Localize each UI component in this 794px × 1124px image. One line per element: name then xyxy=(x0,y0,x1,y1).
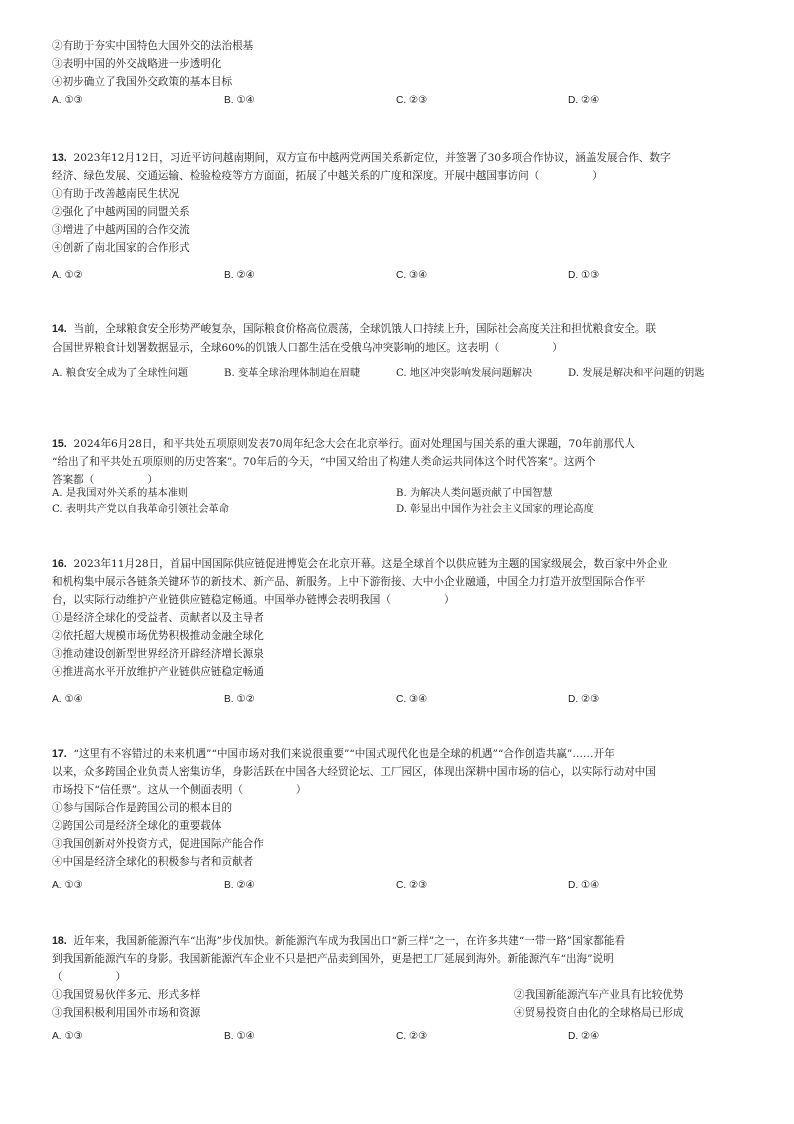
q14-number: 14. xyxy=(52,323,67,335)
q13-statement-4: ④创新了南北国家的合作形式 xyxy=(52,242,190,254)
q14-stem-line-2: 合国世界粮食计划署数据显示，全球60%的饥饿人口都生活在受俄乌冲突影响的地区。这表明（ ） xyxy=(52,342,563,354)
q13-number: 13. xyxy=(52,152,67,164)
q16-statement-4: ④推进高水平开放维护产业链供应链稳定畅通 xyxy=(52,666,264,678)
q17-stem-line-1: 17. “这里有不容错过的未来机遇”“中国市场对我们来说很重要”“中国式现代化也是全球的机遇”“合作创造共赢”……开年 xyxy=(52,748,615,760)
q18-number: 18. xyxy=(52,935,67,947)
q16-stem-line-3: 台，以实际行动维护产业链供应链稳定畅通。中国举办链博会表明我国（ ） xyxy=(52,594,455,606)
q14-option-a: A. 粮食安全成为了全球性问题 xyxy=(52,368,189,379)
q16-number: 16. xyxy=(52,558,67,570)
q18-option-c: C. ②③ xyxy=(396,1031,428,1042)
q-prev-option-a: A. ①③ xyxy=(52,95,83,106)
q17-stem-line-3: 市场投下“信任票”。这从一个侧面表明（ ） xyxy=(52,784,307,796)
q15-option-a: A. 是我国对外关系的基本准则 xyxy=(52,488,189,499)
q13-statement-2: ②强化了中越两国的同盟关系 xyxy=(52,206,190,218)
q16-statement-3: ③推动建设创新型世界经济开辟经济增长源泉 xyxy=(52,648,264,660)
q16-option-b: B. ①② xyxy=(224,694,255,705)
q17-number: 17. xyxy=(52,748,67,760)
q18-option-a: A. ①③ xyxy=(52,1031,83,1042)
q16-stem-line-1: 16. 2023年11月28日，首届中国国际供应链促进博览会在北京开幕。这是全球首个以供应链为主题的国家级展会，数百家中外企业 xyxy=(52,558,668,570)
q-prev-option-b: B. ①④ xyxy=(224,95,255,106)
q17-statement-1: ①参与国际合作是跨国公司的根本目的 xyxy=(52,802,233,814)
q16-option-d: D. ②③ xyxy=(568,694,600,705)
q13-option-b: B. ②④ xyxy=(224,270,255,281)
q15-option-c: C. 表明共产党以自我革命引领社会革命 xyxy=(52,504,229,515)
q16-stem-line-2: 和机构集中展示各链条关键环节的新技术、新产品、新服务。上中下游衔接、大中小企业融通，中国全力打造开放型国际合作平 xyxy=(52,576,646,588)
q17-option-b: B. ②④ xyxy=(224,880,255,891)
q13-statement-1: ①有助于改善越南民生状况 xyxy=(52,188,180,200)
q17-option-a: A. ①③ xyxy=(52,880,83,891)
q-prev-statement-3: ③表明中国的外交战略进一步透明化 xyxy=(52,58,222,70)
q15-stem-line-3: 答案都（ ） xyxy=(52,474,158,486)
q18-stem-line-3: （ ） xyxy=(52,971,127,983)
q18-option-b: B. ①④ xyxy=(224,1031,255,1042)
q14-option-d: D. 发展是解决和平问题的钥匙 xyxy=(568,368,705,379)
q18-stem-line-1: 18. 近年来，我国新能源汽车“出海”步伐加快。新能源汽车成为我国出口“新三样”之一，在许多共建“一带一路”国家都能看 xyxy=(52,935,626,947)
q16-statement-2: ②依托超大规模市场优势积极推动金融全球化 xyxy=(52,630,264,642)
q-prev-statement-2: ②有助于夯实中国特色大国外交的法治根基 xyxy=(52,40,254,52)
q18-statement-2: ②我国新能源汽车产业具有比较优势 xyxy=(514,989,684,1001)
q16-statement-1: ①是经济全球化的受益者、贡献者以及主导者 xyxy=(52,612,264,624)
q13-stem-line-2: 经济、绿色发展、交通运输、检验检疫等方方面面，拓展了中越关系的广度和深度。开展中越国事访问（ ） xyxy=(52,170,603,182)
q17-option-c: C. ②③ xyxy=(396,880,428,891)
q18-statement-4: ④贸易投资自由化的全球格局已形成 xyxy=(514,1007,684,1019)
q18-option-d: D. ②④ xyxy=(568,1031,600,1042)
q14-option-b: B. 变革全球治理体制迫在眉睫 xyxy=(224,368,361,379)
q18-statement-1: ①我国贸易伙伴多元、形式多样 xyxy=(52,989,201,1001)
q18-statement-3: ③我国积极利用国外市场和资源 xyxy=(52,1007,201,1019)
q-prev-statement-4: ④初步确立了我国外交政策的基本目标 xyxy=(52,76,233,88)
q17-statement-3: ③我国创新对外投资方式，促进国际产能合作 xyxy=(52,838,264,850)
q17-option-d: D. ①④ xyxy=(568,880,600,891)
q13-option-a: A. ①② xyxy=(52,270,83,281)
q15-option-d: D. 彰显出中国作为社会主义国家的理论高度 xyxy=(396,504,594,515)
q-prev-option-c: C. ②③ xyxy=(396,95,428,106)
q16-option-c: C. ③④ xyxy=(396,694,428,705)
q-prev-option-d: D. ②④ xyxy=(568,95,600,106)
q15-stem-line-2: “给出了和平共处五项原则的历史答案”。70年后的今天，“中国又给出了构建人类命运共同体这个时代答案”。这两个 xyxy=(52,456,596,468)
q13-option-d: D. ①③ xyxy=(568,270,600,281)
q15-number: 15. xyxy=(52,438,67,450)
q14-stem-line-1: 14. 当前，全球粮食安全形势严峻复杂，国际粮食价格高位震荡，全球饥饿人口持续上升，国际社会高度关注和担忧粮食安全。联 xyxy=(52,323,657,335)
q15-option-b: B. 为解决人类问题贡献了中国智慧 xyxy=(396,488,553,499)
q13-option-c: C. ③④ xyxy=(396,270,428,281)
q16-option-a: A. ①④ xyxy=(52,694,83,705)
q14-option-c: C. 地区冲突影响发展问题解决 xyxy=(396,368,533,379)
q18-stem-line-2: 到我国新能源汽车的身影。我国新能源汽车企业不只是把产品卖到国外，更是把工厂延展到海外。新能源汽车“出海”说明 xyxy=(52,953,614,965)
q13-stem-line-1: 13. 2023年12月12日，习近平访问越南期间，双方宣布中越两党两国关系新定位，并签署了30多项合作协议，涵盖发展合作、数字 xyxy=(52,152,671,164)
q17-stem-line-2: 以来，众多跨国企业负责人密集访华，身影活跃在中国各大经贸论坛、工厂园区，体现出深耕中国市场的信心，以实际行动对中国 xyxy=(52,766,656,778)
q15-stem-line-1: 15. 2024年6月28日，和平共处五项原则发表70周年纪念大会在北京举行。面对处理国与国关系的重大课题，70年前那代人 xyxy=(52,438,635,450)
q13-statement-3: ③增进了中越两国的合作交流 xyxy=(52,224,190,236)
q17-statement-2: ②跨国公司是经济全球化的重要载体 xyxy=(52,820,222,832)
q17-statement-4: ④中国是经济全球化的积极参与者和贡献者 xyxy=(52,856,254,868)
